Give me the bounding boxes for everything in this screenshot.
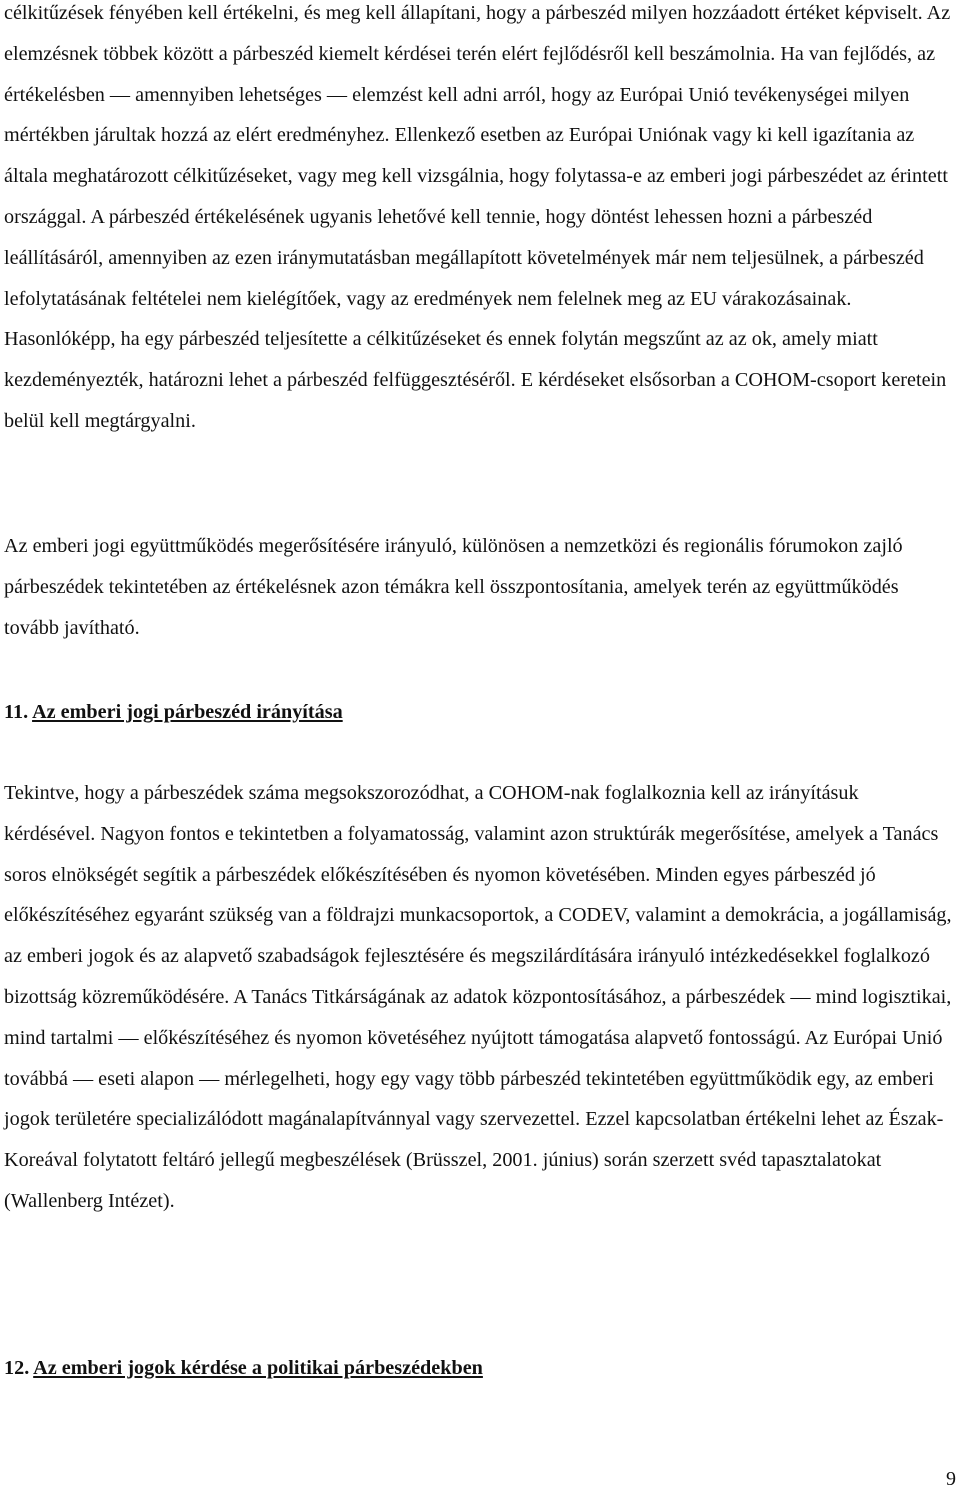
- section-heading-11: [4, 692, 343, 732]
- section-number: 12.: [4, 1357, 30, 1379]
- section-title: Az emberi jogi párbeszéd irányítása: [32, 701, 343, 723]
- page-number: 9: [946, 1468, 956, 1490]
- section-title: Az emberi jogok kérdése a politikai párbeszédekben: [33, 1357, 483, 1379]
- paragraph-evaluation: célkitűzések fényében kell értékelni, és meg kell állapítani, hogy a párbeszéd milyen hozzáadott értéket képviselt. Az elemzésnek többek között a párbeszéd kiemelt kérdései terén elért fejlődésről kell beszámolnia. Ha van fejlődés, az értékelésben — amennyiben lehetséges — elemzést kell adni arról, hogy az Európai Unió tevékenységei milyen mértékben járultak hozzá az elért eredményhez. Ellenkező esetben az Európai Uniónak vagy ki kell igazítania az általa meghatározott célkitűzéseket, vagy meg kell vizsgálnia, hogy folytassa-e az emberi jogi párbeszédet az érintett országgal. A párbeszéd értékelésének ugyanis lehetővé kell tennie, hogy döntést lehessen hozni a párbeszéd leállításáról, amennyiben az ezen iránymutatásban megállapított követelmények már nem teljesülnek, a párbeszéd lefolytatásának feltételei nem kielégítőek, vagy az eredmények nem felelnek meg az EU várakozásainak. Hasonlóképp, ha egy párbeszéd teljesítette a célkitűzéseket és ennek folytán megszűnt az az ok, amely miatt kezdeményezték, határozni lehet a párbeszéd felfüggesztéséről. E kérdéseket elsősorban a COHOM-csoport keretein belül kell megtárgyalni.: [4, 2, 951, 432]
- section-number: 11.: [4, 701, 29, 723]
- paragraph-management: Tekintve, hogy a párbeszédek száma megsokszorozódhat, a COHOM-nak foglalkoznia kell az irányításuk kérdésével. Nagyon fontos e tekintetben a folyamatosság, valamint azon struktúrák megerősítése, amelyek a Tanács soros elnökségét segítik a párbeszédek előkészítésében és nyomon követésében. Minden egyes párbeszéd jó előkészítéséhez egyaránt szükség van a földrajzi munkacsoportok, a CODEV, valamint a demokrácia, a jogállamiság, az emberi jogok és az alapvető szabadságok fejlesztésére és megszilárdítására irányuló intézkedésekkel foglalkozó bizottság közreműködésére. A Tanács Titkárságának az adatok központosításához, a párbeszédek — mind logisztikai, mind tartalmi — előkészítéséhez és nyomon követéséhez nyújtott támogatása alapvető fontosságú. Az Európai Unió továbbá — eseti alapon — mérlegelheti, hogy egy vagy több párbeszéd tekintetében együttműködik egy, az emberi jogok területére specializálódott magánalapítvánnyal vagy szervezettel. Ezzel kapcsolatban értékelni lehet az Észak-Koreával folytatott feltáró jellegű megbeszélések (Brüsszel, 2001. június) során szerzett svéd tapasztalatokat (Wallenberg Intézet).: [4, 782, 952, 1212]
- section-heading-12: [4, 1348, 483, 1388]
- paragraph-cooperation: Az emberi jogi együttműködés megerősítésére irányuló, különösen a nemzetközi és regionális fórumokon zajló párbeszédek tekintetében az értékelésnek azon témákra kell összpontosítania, amelyek terén az együttműködés tovább javítható.: [4, 535, 903, 639]
